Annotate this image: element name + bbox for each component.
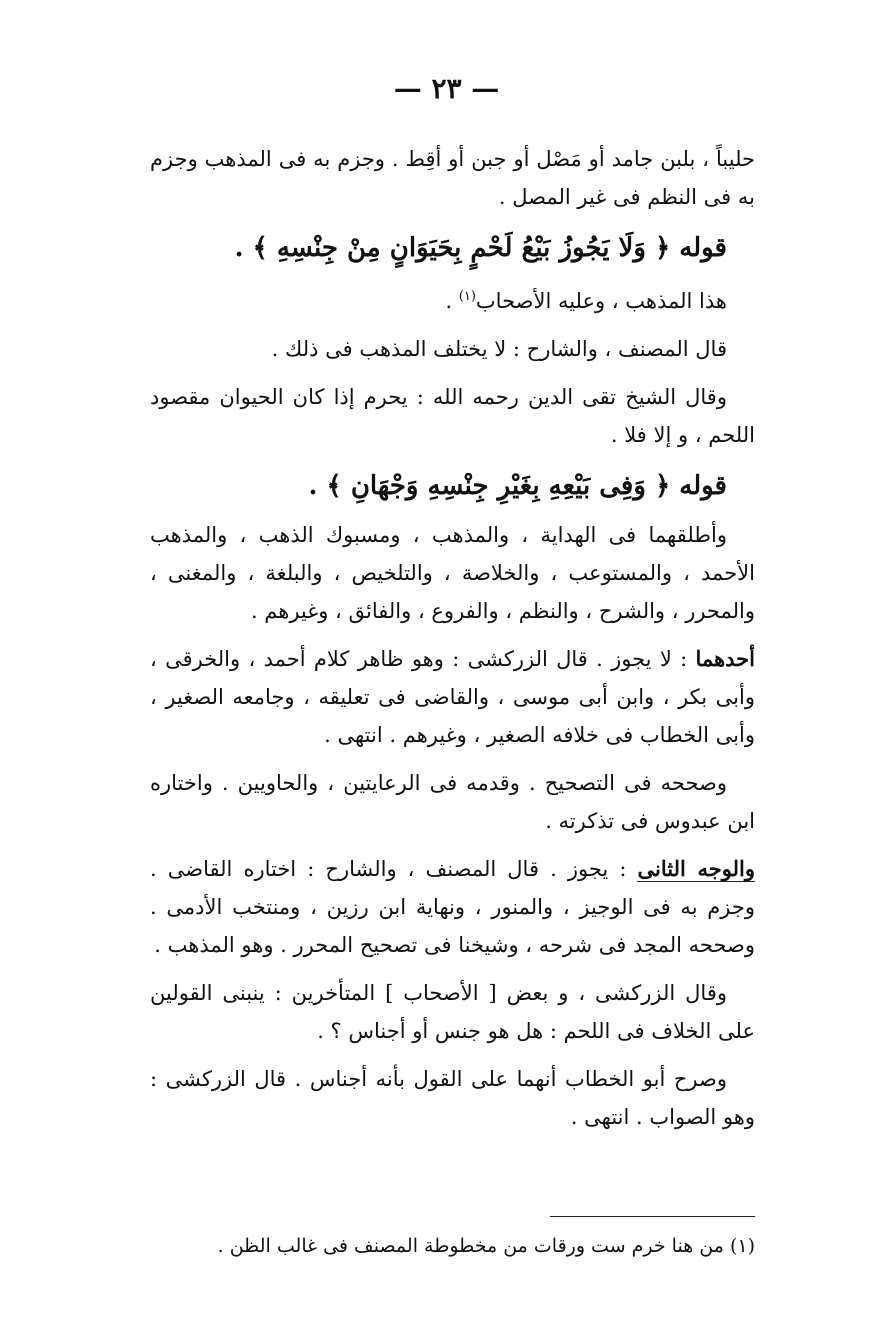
footnote: (١) من هنا خرم ست ورقات من مخطوطة المصنف فى غالب الظن . — [217, 1235, 755, 1257]
lead-term-first: أحدهما — [695, 646, 755, 671]
paragraph-4: وقال الشيخ تقى الدين رحمه الله : يحرم إذا كان الحيوان مقصود اللحم ، و إلا فلا . — [150, 385, 755, 447]
paragraph-8-text: : يجوز . قال المصنف ، والشارح : اختاره القاضى . وجزم به فى الوجيز ، والمنور ، ونهاية ابن رزين ، ومنتخب الأدمى . وصححه المجد فى شرحه ، وشيخنا فى تصحيح المحرر . وهو المذهب . — [150, 857, 755, 957]
heading-lead: قوله — [679, 233, 727, 263]
heading-quote: ﴿ وَفِى بَيْعِهِ بِغَيْرِ جِنْسِهِ وَجْهَانِ ﴾ . — [308, 471, 671, 501]
heading-quote-2 — [150, 464, 755, 508]
paragraph-1: حليباً ، بلبن جامد أو مَصْل أو جبن أو أقِط . وجزم به فى المذهب وجزم به فى النظم فى غير المصل . — [150, 147, 755, 209]
paragraph-9: وقال الزركشى ، و بعض [ الأصحاب ] المتأخرين : ينبنى القولين على الخلاف فى اللحم : هل هو جنس أو أجناس ؟ . — [150, 981, 755, 1043]
paragraph-10: وصرح أبو الخطاب أنهما على القول بأنه أجناس . قال الزركشى : وهو الصواب . انتهى . — [150, 1067, 755, 1129]
page-body — [150, 140, 755, 1146]
footnote-reference[interactable]: (١) — [458, 289, 476, 304]
paragraph-5: وأطلقهما فى الهداية ، والمذهب ، ومسبوك الذهب ، والمذهب الأحمد ، والمستوعب ، والخلاصة ، والتلخيص ، والبلغة ، والمغنى ، والمحرر ، والشرح ، والنظم ، والفروع ، والفائق ، وغيرهم . — [150, 523, 755, 623]
paragraph-2-end: . — [445, 289, 459, 313]
paragraph-6 — [150, 640, 755, 754]
paragraph-8 — [150, 850, 755, 964]
paragraph-7: وصححه فى التصحيح . وقدمه فى الرعايتين ، والحاويين . واختاره ابن عبدوس فى تذكرته . — [150, 771, 755, 833]
paragraph-3: قال المصنف ، والشارح : لا يختلف المذهب فى ذلك . — [271, 337, 727, 361]
heading-quote-1 — [150, 226, 755, 270]
paragraph-2 — [150, 278, 755, 320]
paragraph-2-text: هذا المذهب ، وعليه الأصحاب — [475, 289, 727, 313]
lead-term-second: والوجه الثانى — [637, 856, 755, 881]
heading-lead: قوله — [679, 471, 727, 501]
heading-quote: ﴿ وَلَا يَجُوزُ بَيْعُ لَحْمٍ بِحَيَوَانٍ مِنْ جِنْسِهِ ﴾ . — [234, 233, 671, 263]
paragraph-6-text: : لا يجوز . قال الزركشى : وهو ظاهر كلام أحمد ، والخرقى ، وأبى بكر ، وابن أبى موسى ، والقاضى فى تعليقه ، وجامعه الصغير ، وأبى الخطاب فى خلافه الصغير ، وغيرهم . انتهى . — [150, 647, 755, 747]
page-number: — ٢٣ — — [393, 72, 500, 105]
footnote-divider — [550, 1216, 755, 1217]
